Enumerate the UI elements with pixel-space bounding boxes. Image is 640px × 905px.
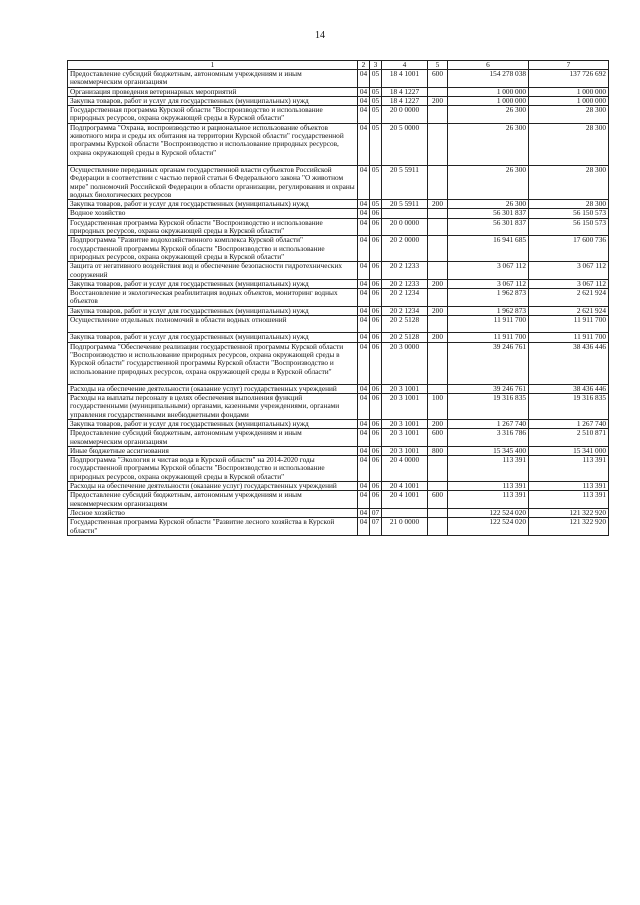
column-header-3: 3 xyxy=(370,61,382,70)
subsection-code-cell: 06 xyxy=(370,342,382,384)
section-code-cell: 04 xyxy=(358,289,370,307)
subsection-code-cell: 05 xyxy=(370,70,382,88)
table-row xyxy=(68,482,609,491)
row-name-cell: Иные бюджетные ассигнования xyxy=(68,446,358,455)
column-header-2: 2 xyxy=(358,61,370,70)
section-code-cell: 04 xyxy=(358,342,370,384)
subsection-code-cell: 05 xyxy=(370,96,382,105)
table-row xyxy=(68,429,609,447)
subsection-code-cell: 06 xyxy=(370,236,382,262)
section-code-cell: 04 xyxy=(358,316,370,333)
subsection-code-cell: 06 xyxy=(370,482,382,491)
section-code-cell: 04 xyxy=(358,429,370,447)
amount-year1-cell: 26 300 xyxy=(448,106,529,124)
section-code-cell: 04 xyxy=(358,446,370,455)
target-article-cell: 18 4 1227 xyxy=(382,87,428,96)
column-header-5: 5 xyxy=(428,61,448,70)
expense-type-cell xyxy=(428,482,448,491)
table-row xyxy=(68,87,609,96)
target-article-cell: 20 3 1001 xyxy=(382,429,428,447)
target-article-cell: 20 4 0000 xyxy=(382,456,428,482)
table-row xyxy=(68,96,609,105)
row-name-cell: Осуществление отдельных полномочий в области водных отношений xyxy=(68,316,358,333)
amount-year2-cell: 19 316 835 xyxy=(529,394,609,420)
row-name-cell: Государственная программа Курской области "Развитие лесного хозяйства в Курской области" xyxy=(68,518,358,536)
table-row xyxy=(68,491,609,509)
amount-year2-cell: 15 341 000 xyxy=(529,446,609,455)
table-row xyxy=(68,70,609,88)
subsection-code-cell: 06 xyxy=(370,218,382,236)
subsection-code-cell: 07 xyxy=(370,508,382,517)
section-code-cell: 04 xyxy=(358,456,370,482)
table-row xyxy=(68,333,609,342)
expense-type-cell xyxy=(428,289,448,307)
amount-year1-cell: 3 067 112 xyxy=(448,279,529,288)
amount-year1-cell: 113 391 xyxy=(448,456,529,482)
subsection-code-cell: 06 xyxy=(370,306,382,315)
budget-table xyxy=(67,60,609,536)
section-code-cell: 04 xyxy=(358,200,370,209)
expense-type-cell: 200 xyxy=(428,279,448,288)
amount-year1-cell: 56 301 837 xyxy=(448,218,529,236)
subsection-code-cell: 06 xyxy=(370,429,382,447)
row-name-cell: Осуществление переданных органам государственной власти субъектов Российской Федерации в соответствии с частью первой статьи 6 Федерального закона "О животном мире" полномочий Российской Федерации в области организации, регулирования и охраны водных биологических ресурсов xyxy=(68,165,358,199)
expense-type-cell xyxy=(428,123,448,165)
row-name-cell: Закупка товаров, работ и услуг для государственных (муниципальных) нужд xyxy=(68,200,358,209)
expense-type-cell: 800 xyxy=(428,446,448,455)
target-article-cell: 20 3 0000 xyxy=(382,342,428,384)
expense-type-cell xyxy=(428,106,448,124)
target-article-cell: 20 5 5911 xyxy=(382,200,428,209)
subsection-code-cell: 07 xyxy=(370,518,382,536)
target-article-cell: 18 4 1227 xyxy=(382,96,428,105)
amount-year1-cell: 39 246 761 xyxy=(448,384,529,393)
target-article-cell: 20 2 1233 xyxy=(382,279,428,288)
expense-type-cell xyxy=(428,236,448,262)
row-name-cell: Подпрограмма "Обеспечение реализации государственной программы Курской области "Воспроизводство и использование природных ресурсов, охрана окружающей среды в Курской области" государственной программы Курской области "Воспроизводство и использование природных ресурсов, охрана окружающей среды в Курской области" xyxy=(68,342,358,384)
expense-type-cell: 600 xyxy=(428,429,448,447)
target-article-cell: 20 3 1001 xyxy=(382,384,428,393)
amount-year1-cell: 11 911 700 xyxy=(448,333,529,342)
expense-type-cell xyxy=(428,262,448,280)
expense-type-cell: 200 xyxy=(428,419,448,428)
amount-year2-cell: 2 621 924 xyxy=(529,289,609,307)
section-code-cell: 04 xyxy=(358,482,370,491)
section-code-cell: 04 xyxy=(358,209,370,218)
section-code-cell: 04 xyxy=(358,218,370,236)
expense-type-cell xyxy=(428,316,448,333)
amount-year1-cell: 56 301 837 xyxy=(448,209,529,218)
row-name-cell: Закупка товаров, работ и услуг для государственных (муниципальных) нужд xyxy=(68,306,358,315)
amount-year2-cell: 113 391 xyxy=(529,456,609,482)
target-article-cell: 20 3 1001 xyxy=(382,394,428,420)
table-row xyxy=(68,218,609,236)
target-article-cell: 20 2 5128 xyxy=(382,333,428,342)
expense-type-cell xyxy=(428,508,448,517)
target-article-cell: 20 4 1001 xyxy=(382,491,428,509)
section-code-cell: 04 xyxy=(358,518,370,536)
target-article-cell xyxy=(382,508,428,517)
subsection-code-cell: 06 xyxy=(370,279,382,288)
column-header-6: 6 xyxy=(448,61,529,70)
amount-year1-cell: 26 300 xyxy=(448,200,529,209)
subsection-code-cell: 06 xyxy=(370,333,382,342)
table-row xyxy=(68,236,609,262)
target-article-cell: 20 2 1234 xyxy=(382,306,428,315)
amount-year2-cell: 113 391 xyxy=(529,491,609,509)
section-code-cell: 04 xyxy=(358,236,370,262)
subsection-code-cell: 06 xyxy=(370,262,382,280)
section-code-cell: 04 xyxy=(358,508,370,517)
section-code-cell: 04 xyxy=(358,87,370,96)
expense-type-cell xyxy=(428,384,448,393)
amount-year1-cell: 1 962 873 xyxy=(448,289,529,307)
amount-year1-cell: 1 000 000 xyxy=(448,96,529,105)
row-name-cell: Закупка товаров, работ и услуг для государственных (муниципальных) нужд xyxy=(68,419,358,428)
amount-year1-cell: 15 345 400 xyxy=(448,446,529,455)
amount-year1-cell: 113 391 xyxy=(448,482,529,491)
section-code-cell: 04 xyxy=(358,279,370,288)
column-header-1: 1 xyxy=(68,61,358,70)
section-code-cell: 04 xyxy=(358,106,370,124)
subsection-code-cell: 06 xyxy=(370,491,382,509)
amount-year2-cell: 11 911 700 xyxy=(529,333,609,342)
page-number: 14 xyxy=(315,30,325,41)
target-article-cell: 20 2 0000 xyxy=(382,236,428,262)
subsection-code-cell: 06 xyxy=(370,384,382,393)
table-row xyxy=(68,262,609,280)
amount-year1-cell: 26 300 xyxy=(448,123,529,165)
row-name-cell: Предоставление субсидий бюджетным, автономным учреждениям и иным некоммерческим организациям xyxy=(68,491,358,509)
amount-year2-cell: 56 150 573 xyxy=(529,209,609,218)
target-article-cell: 20 2 5128 xyxy=(382,316,428,333)
table-row xyxy=(68,209,609,218)
header-row xyxy=(68,61,609,70)
target-article-cell: 20 2 1234 xyxy=(382,289,428,307)
table-row xyxy=(68,306,609,315)
amount-year2-cell: 113 391 xyxy=(529,482,609,491)
target-article-cell: 20 2 1233 xyxy=(382,262,428,280)
table-row xyxy=(68,106,609,124)
table-row xyxy=(68,316,609,333)
amount-year1-cell: 154 278 038 xyxy=(448,70,529,88)
subsection-code-cell: 05 xyxy=(370,123,382,165)
amount-year1-cell: 122 524 020 xyxy=(448,508,529,517)
amount-year2-cell: 137 726 692 xyxy=(529,70,609,88)
expense-type-cell: 100 xyxy=(428,394,448,420)
target-article-cell: 18 4 1001 xyxy=(382,70,428,88)
amount-year1-cell: 39 246 761 xyxy=(448,342,529,384)
amount-year2-cell: 38 436 446 xyxy=(529,384,609,393)
subsection-code-cell: 06 xyxy=(370,456,382,482)
expense-type-cell xyxy=(428,456,448,482)
table-row xyxy=(68,446,609,455)
expense-type-cell xyxy=(428,87,448,96)
row-name-cell: Подпрограмма "Развитие водохозяйственного комплекса Курской области" государственной программы Курской области "Воспроизводство и использование природных ресурсов, охрана окружающей среды в Курской области" xyxy=(68,236,358,262)
row-name-cell: Закупка товаров, работ и услуг для государственных (муниципальных) нужд xyxy=(68,333,358,342)
row-name-cell: Восстановление и экологическая реабилитация водных объектов, мониторинг водных объектов xyxy=(68,289,358,307)
row-name-cell: Расходы на выплаты персоналу в целях обеспечения выполнения функций государственными (муниципальными) органами, казенными учреждениями, органами управления государственными внебюджетными фондами xyxy=(68,394,358,420)
target-article-cell: 20 3 1001 xyxy=(382,419,428,428)
expense-type-cell xyxy=(428,218,448,236)
amount-year1-cell: 16 941 685 xyxy=(448,236,529,262)
target-article-cell: 20 0 0000 xyxy=(382,106,428,124)
table-row xyxy=(68,342,609,384)
section-code-cell: 04 xyxy=(358,333,370,342)
row-name-cell: Государственная программа Курской области "Воспроизводство и использование природных ресурсов, охрана окружающей среды в Курской области" xyxy=(68,106,358,124)
column-header-4: 4 xyxy=(382,61,428,70)
table-row xyxy=(68,384,609,393)
expense-type-cell: 600 xyxy=(428,70,448,88)
table-row xyxy=(68,289,609,307)
section-code-cell: 04 xyxy=(358,394,370,420)
section-code-cell: 04 xyxy=(358,96,370,105)
section-code-cell: 04 xyxy=(358,384,370,393)
amount-year1-cell: 3 067 112 xyxy=(448,262,529,280)
expense-type-cell: 200 xyxy=(428,96,448,105)
amount-year2-cell: 28 300 xyxy=(529,106,609,124)
expense-type-cell xyxy=(428,342,448,384)
row-name-cell: Лесное хозяйство xyxy=(68,508,358,517)
amount-year2-cell: 28 300 xyxy=(529,123,609,165)
column-header-7: 7 xyxy=(529,61,609,70)
table-row xyxy=(68,123,609,165)
subsection-code-cell: 06 xyxy=(370,316,382,333)
target-article-cell: 20 5 0000 xyxy=(382,123,428,165)
subsection-code-cell: 06 xyxy=(370,209,382,218)
section-code-cell: 04 xyxy=(358,306,370,315)
amount-year1-cell: 1 267 740 xyxy=(448,419,529,428)
table-row xyxy=(68,419,609,428)
amount-year2-cell: 1 000 000 xyxy=(529,87,609,96)
row-name-cell: Расходы на обеспечение деятельности (оказание услуг) государственных учреждений xyxy=(68,482,358,491)
table-row xyxy=(68,279,609,288)
subsection-code-cell: 06 xyxy=(370,394,382,420)
row-name-cell: Предоставление субсидий бюджетным, автономным учреждениям и иным некоммерческим организациям xyxy=(68,70,358,88)
row-name-cell: Подпрограмма "Экология и чистая вода в Курской области" на 2014-2020 годы государственной программы Курской области "Воспроизводство и использование природных ресурсов, охрана окружающей среды в Курской области" xyxy=(68,456,358,482)
row-name-cell: Закупка товаров, работ и услуг для государственных (муниципальных) нужд xyxy=(68,96,358,105)
amount-year2-cell: 2 621 924 xyxy=(529,306,609,315)
section-code-cell: 04 xyxy=(358,491,370,509)
amount-year2-cell: 2 510 871 xyxy=(529,429,609,447)
subsection-code-cell: 05 xyxy=(370,87,382,96)
section-code-cell: 04 xyxy=(358,262,370,280)
section-code-cell: 04 xyxy=(358,70,370,88)
amount-year1-cell: 3 316 786 xyxy=(448,429,529,447)
row-name-cell: Предоставление субсидий бюджетным, автономным учреждениям и иным некоммерческим организациям xyxy=(68,429,358,447)
amount-year1-cell: 1 000 000 xyxy=(448,87,529,96)
subsection-code-cell: 05 xyxy=(370,106,382,124)
amount-year2-cell: 38 436 446 xyxy=(529,342,609,384)
subsection-code-cell: 06 xyxy=(370,289,382,307)
amount-year1-cell: 26 300 xyxy=(448,165,529,199)
row-name-cell: Подпрограмма "Охрана, воспроизводство и рациональное использование объектов животного мира и среды их обитания на территории Курской области" государственной программы Курской области "Воспроизводство и использование природных ресурсов, охрана окружающей среды в Курской области" xyxy=(68,123,358,165)
amount-year1-cell: 11 911 700 xyxy=(448,316,529,333)
amount-year1-cell: 19 316 835 xyxy=(448,394,529,420)
row-name-cell: Закупка товаров, работ и услуг для государственных (муниципальных) нужд xyxy=(68,279,358,288)
section-code-cell: 04 xyxy=(358,419,370,428)
amount-year2-cell: 17 600 736 xyxy=(529,236,609,262)
amount-year1-cell: 1 962 873 xyxy=(448,306,529,315)
amount-year2-cell: 28 300 xyxy=(529,165,609,199)
expense-type-cell: 200 xyxy=(428,306,448,315)
table-row xyxy=(68,165,609,199)
target-article-cell: 20 0 0000 xyxy=(382,218,428,236)
amount-year2-cell: 28 300 xyxy=(529,200,609,209)
row-name-cell: Расходы на обеспечение деятельности (оказание услуг) государственных учреждений xyxy=(68,384,358,393)
expense-type-cell: 200 xyxy=(428,200,448,209)
subsection-code-cell: 05 xyxy=(370,165,382,199)
expense-type-cell: 200 xyxy=(428,333,448,342)
target-article-cell xyxy=(382,209,428,218)
row-name-cell: Водное хозяйство xyxy=(68,209,358,218)
amount-year2-cell: 1 000 000 xyxy=(529,96,609,105)
section-code-cell: 04 xyxy=(358,123,370,165)
row-name-cell: Организация проведения ветеринарных мероприятий xyxy=(68,87,358,96)
row-name-cell: Государственная программа Курской области "Воспроизводство и использование природных ресурсов, охрана окружающей среды в Курской области" xyxy=(68,218,358,236)
amount-year2-cell: 1 267 740 xyxy=(529,419,609,428)
amount-year2-cell: 3 067 112 xyxy=(529,262,609,280)
amount-year1-cell: 122 524 020 xyxy=(448,518,529,536)
table-row xyxy=(68,508,609,517)
target-article-cell: 21 0 0000 xyxy=(382,518,428,536)
target-article-cell: 20 4 1001 xyxy=(382,482,428,491)
expense-type-cell xyxy=(428,518,448,536)
table-row xyxy=(68,200,609,209)
subsection-code-cell: 06 xyxy=(370,419,382,428)
expense-type-cell: 600 xyxy=(428,491,448,509)
table-row xyxy=(68,518,609,536)
amount-year2-cell: 121 322 920 xyxy=(529,518,609,536)
subsection-code-cell: 06 xyxy=(370,446,382,455)
amount-year2-cell: 3 067 112 xyxy=(529,279,609,288)
amount-year2-cell: 121 322 920 xyxy=(529,508,609,517)
table-row xyxy=(68,394,609,420)
amount-year2-cell: 56 150 573 xyxy=(529,218,609,236)
amount-year1-cell: 113 391 xyxy=(448,491,529,509)
expense-type-cell xyxy=(428,165,448,199)
subsection-code-cell: 05 xyxy=(370,200,382,209)
target-article-cell: 20 3 1001 xyxy=(382,446,428,455)
section-code-cell: 04 xyxy=(358,165,370,199)
amount-year2-cell: 11 911 700 xyxy=(529,316,609,333)
expense-type-cell xyxy=(428,209,448,218)
target-article-cell: 20 5 5911 xyxy=(382,165,428,199)
row-name-cell: Защита от негативного воздействия вод и обеспечение безопасности гидротехнических сооружений xyxy=(68,262,358,280)
table-row xyxy=(68,456,609,482)
